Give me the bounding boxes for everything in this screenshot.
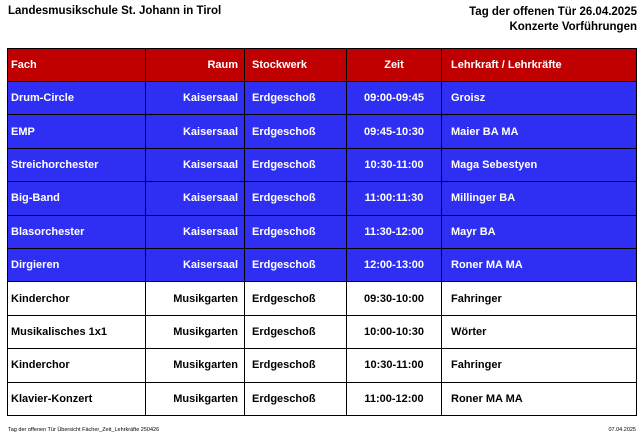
cell-raum: Musikgarten (146, 382, 245, 415)
cell-fach: Blasorchester (8, 215, 146, 248)
footer-date: 07.04.2025 (608, 427, 636, 433)
event-subtitle: Konzerte Vorführungen (509, 21, 637, 33)
table-row (8, 349, 637, 382)
table-row (8, 115, 637, 148)
table-row (8, 248, 637, 281)
cell-raum: Kaisersaal (146, 148, 245, 181)
cell-zeit: 09:30-10:00 (347, 282, 442, 315)
cell-zeit: 09:45-10:30 (347, 115, 442, 148)
cell-lehrkraft: Groisz (442, 82, 637, 115)
cell-fach: Kinderchor (8, 349, 146, 382)
school-title: Landesmusikschule St. Johann in Tirol (8, 5, 222, 17)
cell-stockwerk: Erdgeschoß (245, 82, 347, 115)
cell-stockwerk: Erdgeschoß (245, 215, 347, 248)
cell-raum: Kaisersaal (146, 115, 245, 148)
cell-stockwerk: Erdgeschoß (245, 148, 347, 181)
col-header-fach: Fach (8, 49, 146, 82)
cell-raum: Kaisersaal (146, 215, 245, 248)
cell-fach: Dirgieren (8, 248, 146, 281)
cell-zeit: 10:30-11:00 (347, 349, 442, 382)
col-header-raum: Raum (146, 49, 245, 82)
cell-lehrkraft: Maga Sebestyen (442, 148, 637, 181)
cell-zeit: 10:30-11:00 (347, 148, 442, 181)
cell-fach: Kinderchor (8, 282, 146, 315)
cell-fach: Musikalisches 1x1 (8, 315, 146, 348)
cell-raum: Kaisersaal (146, 82, 245, 115)
cell-zeit: 10:00-10:30 (347, 315, 442, 348)
table-row (8, 215, 637, 248)
cell-zeit: 12:00-13:00 (347, 248, 442, 281)
cell-lehrkraft: Roner MA MA (442, 382, 637, 415)
cell-zeit: 11:30-12:00 (347, 215, 442, 248)
cell-zeit: 09:00-09:45 (347, 82, 442, 115)
cell-lehrkraft: Fahringer (442, 282, 637, 315)
cell-fach: Streichorchester (8, 148, 146, 181)
cell-raum: Musikgarten (146, 282, 245, 315)
col-header-zeit: Zeit (347, 49, 442, 82)
cell-stockwerk: Erdgeschoß (245, 182, 347, 215)
cell-fach: Klavier-Konzert (8, 382, 146, 415)
table-row (8, 148, 637, 181)
cell-stockwerk: Erdgeschoß (245, 315, 347, 348)
cell-raum: Kaisersaal (146, 182, 245, 215)
cell-stockwerk: Erdgeschoß (245, 248, 347, 281)
cell-zeit: 11:00-12:00 (347, 382, 442, 415)
col-header-lehrkraft: Lehrkraft / Lehrkräfte (442, 49, 637, 82)
cell-fach: EMP (8, 115, 146, 148)
cell-stockwerk: Erdgeschoß (245, 282, 347, 315)
table-row (8, 382, 637, 415)
table-row (8, 282, 637, 315)
table-row (8, 315, 637, 348)
table-row (8, 182, 637, 215)
schedule-table (7, 48, 637, 416)
cell-fach: Drum-Circle (8, 82, 146, 115)
cell-lehrkraft: Millinger BA (442, 182, 637, 215)
cell-raum: Kaisersaal (146, 248, 245, 281)
cell-stockwerk: Erdgeschoß (245, 349, 347, 382)
cell-lehrkraft: Mayr BA (442, 215, 637, 248)
cell-lehrkraft: Roner MA MA (442, 248, 637, 281)
cell-fach: Big-Band (8, 182, 146, 215)
cell-lehrkraft: Maier BA MA (442, 115, 637, 148)
table-header-row (8, 49, 637, 82)
event-info (469, 5, 637, 35)
cell-raum: Musikgarten (146, 315, 245, 348)
cell-stockwerk: Erdgeschoß (245, 382, 347, 415)
cell-lehrkraft: Wörter (442, 315, 637, 348)
cell-zeit: 11:00:11:30 (347, 182, 442, 215)
cell-lehrkraft: Fahringer (442, 349, 637, 382)
cell-stockwerk: Erdgeschoß (245, 115, 347, 148)
event-title: Tag der offenen Tür 26.04.2025 (469, 6, 637, 18)
cell-raum: Musikgarten (146, 349, 245, 382)
footer-doc-name: Tag der offenen Tür Übersicht Fächer_Zeit_Lehrkräfte 250426 (8, 427, 160, 433)
table-row (8, 82, 637, 115)
col-header-stockwerk: Stockwerk (245, 49, 347, 82)
